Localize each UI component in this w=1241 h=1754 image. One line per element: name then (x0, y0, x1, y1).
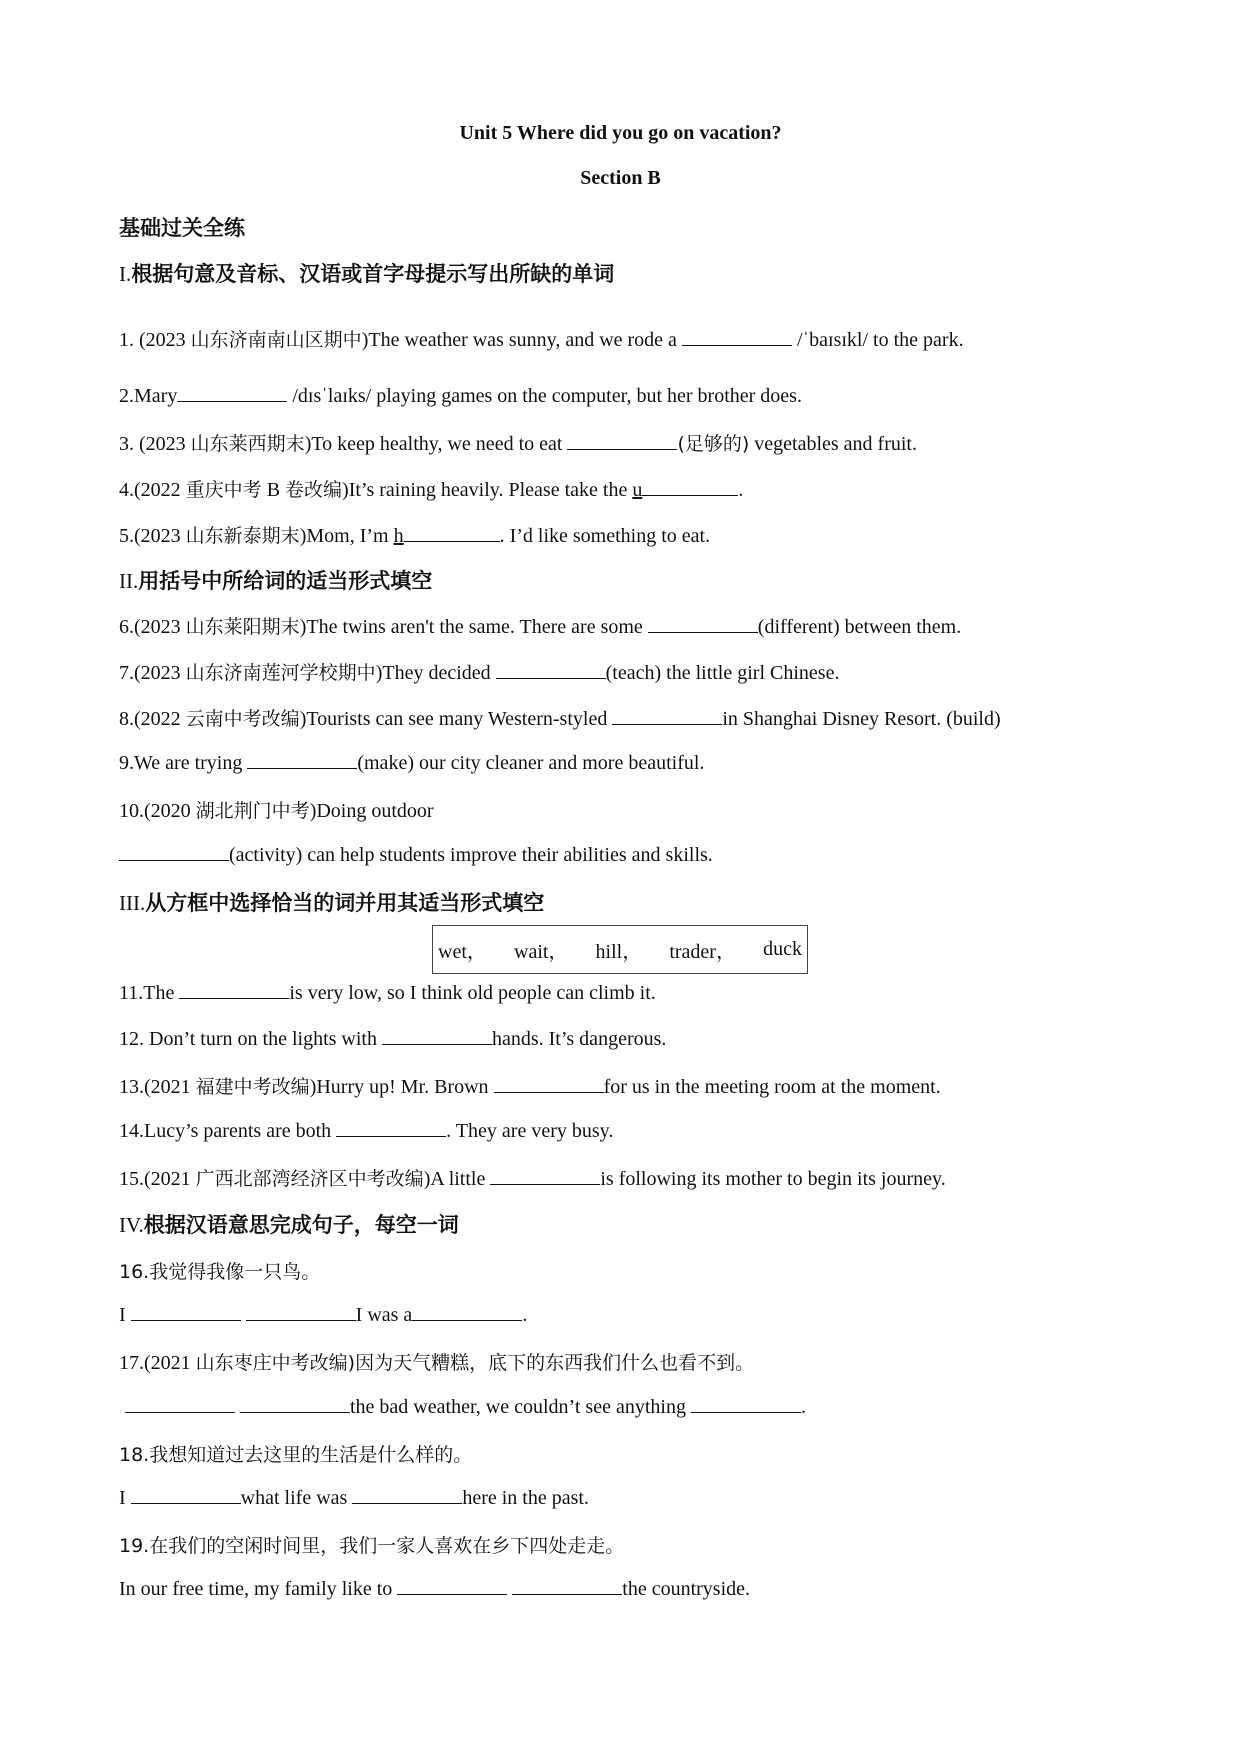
part-4-heading: IV.根据汉语意思完成句子，每空一词 (119, 1213, 459, 1237)
answer-blank[interactable] (247, 750, 357, 769)
word-box (432, 925, 808, 974)
question-12: 12. Don’t turn on the lights with hands. It’s dangerous. (119, 1028, 667, 1050)
question-10-cont: (activity) can help students improve their abilities and skills. (119, 842, 713, 867)
page-title: Unit 5 Where did you go on vacation? (459, 122, 782, 144)
question-8: 8.(2022 云南中考改编)Tourists can see many Western-styled in Shanghai Disney Resort. (build) (119, 708, 1001, 730)
answer-blank[interactable] (691, 1394, 801, 1413)
question-9: 9.We are trying (make) our city cleaner and more beautiful. (119, 752, 705, 774)
word-option: trader， (669, 941, 736, 963)
answer-blank[interactable] (125, 1394, 235, 1413)
answer-blank[interactable] (382, 1026, 492, 1045)
part-2-heading: II.用括号中所给词的适当形式填空 (119, 569, 433, 593)
answer-blank[interactable] (131, 1302, 241, 1321)
question-11: 11.The is very low, so I think old people can climb it. (119, 982, 656, 1004)
question-1: 1. (2023 山东济南南山区期中)The weather was sunny, and we rode a /ˈbaɪsɪkl/ to the park. (119, 329, 964, 351)
answer-blank[interactable] (682, 327, 792, 346)
question-7: 7.(2023 山东济南莲河学校期中)They decided (teach) the little girl Chinese. (119, 662, 840, 684)
answer-blank[interactable] (496, 660, 606, 679)
word-option: duck (763, 938, 802, 960)
answer-blank[interactable] (336, 1118, 446, 1137)
question-2: 2.Mary /dɪsˈlaɪks/ playing games on the computer, but her brother does. (119, 385, 802, 407)
word-option: hill， (595, 941, 643, 963)
question-5: 5.(2023 山东新泰期末)Mom, I’m h . I’d like something to eat. (119, 525, 711, 547)
answer-blank[interactable] (642, 477, 738, 496)
question-4: 4.(2022 重庆中考 B 卷改编)It’s raining heavily. Please take the u . (119, 479, 744, 501)
answer-blank[interactable] (179, 980, 289, 999)
question-17: the bad weather, we couldn’t see anything . (119, 1394, 806, 1419)
answer-blank[interactable] (494, 1074, 604, 1093)
answer-blank[interactable] (612, 706, 722, 725)
page-subtitle: Section B (580, 167, 661, 189)
question-18: I what life was here in the past. (119, 1487, 589, 1509)
answer-blank[interactable] (567, 431, 677, 450)
answer-blank[interactable] (240, 1394, 350, 1413)
question-14: 14.Lucy’s parents are both . They are very busy. (119, 1120, 614, 1142)
answer-blank[interactable] (397, 1576, 507, 1595)
question-16-prompt: 16.我觉得我像一只鸟。 (119, 1261, 321, 1283)
question-17-prompt: 17.(2021 山东枣庄中考改编)因为天气糟糕，底下的东西我们什么也看不到。 (119, 1352, 755, 1374)
answer-blank[interactable] (352, 1485, 462, 1504)
question-18-prompt: 18.我想知道过去这里的生活是什么样的。 (119, 1444, 473, 1466)
answer-blank[interactable] (490, 1166, 600, 1185)
word-option: wet， (438, 941, 487, 963)
word-option: wait， (514, 941, 569, 963)
question-3: 3. (2023 山东莱西期末)To keep healthy, we need to eat (足够的) vegetables and fruit. (119, 433, 917, 455)
question-13: 13.(2021 福建中考改编)Hurry up! Mr. Brown for us in the meeting room at the moment. (119, 1076, 941, 1098)
question-16: I I was a . (119, 1304, 528, 1326)
answer-blank[interactable] (648, 614, 758, 633)
answer-blank[interactable] (412, 1302, 522, 1321)
part-3-heading: III.从方框中选择恰当的词并用其适当形式填空 (119, 891, 545, 915)
answer-blank[interactable] (404, 523, 500, 542)
question-10: 10.(2020 湖北荆门中考)Doing outdoor (119, 800, 434, 822)
answer-blank[interactable] (246, 1302, 356, 1321)
answer-blank[interactable] (177, 383, 287, 402)
question-6: 6.(2023 山东莱阳期末)The twins aren't the same. There are some (different) between them. (119, 616, 962, 638)
answer-blank[interactable] (512, 1576, 622, 1595)
question-15: 15.(2021 广西北部湾经济区中考改编)A little is following its mother to begin its journey. (119, 1168, 946, 1190)
part-1-heading: I.根据句意及音标、汉语或首字母提示写出所缺的单词 (119, 262, 615, 286)
question-19-prompt: 19.在我们的空闲时间里，我们一家人喜欢在乡下四处走走。 (119, 1535, 625, 1557)
answer-blank[interactable] (131, 1485, 241, 1504)
question-19: In our free time, my family like to the countryside. (119, 1578, 751, 1600)
answer-blank[interactable] (119, 842, 229, 861)
section-heading: 基础过关全练 (119, 216, 245, 240)
